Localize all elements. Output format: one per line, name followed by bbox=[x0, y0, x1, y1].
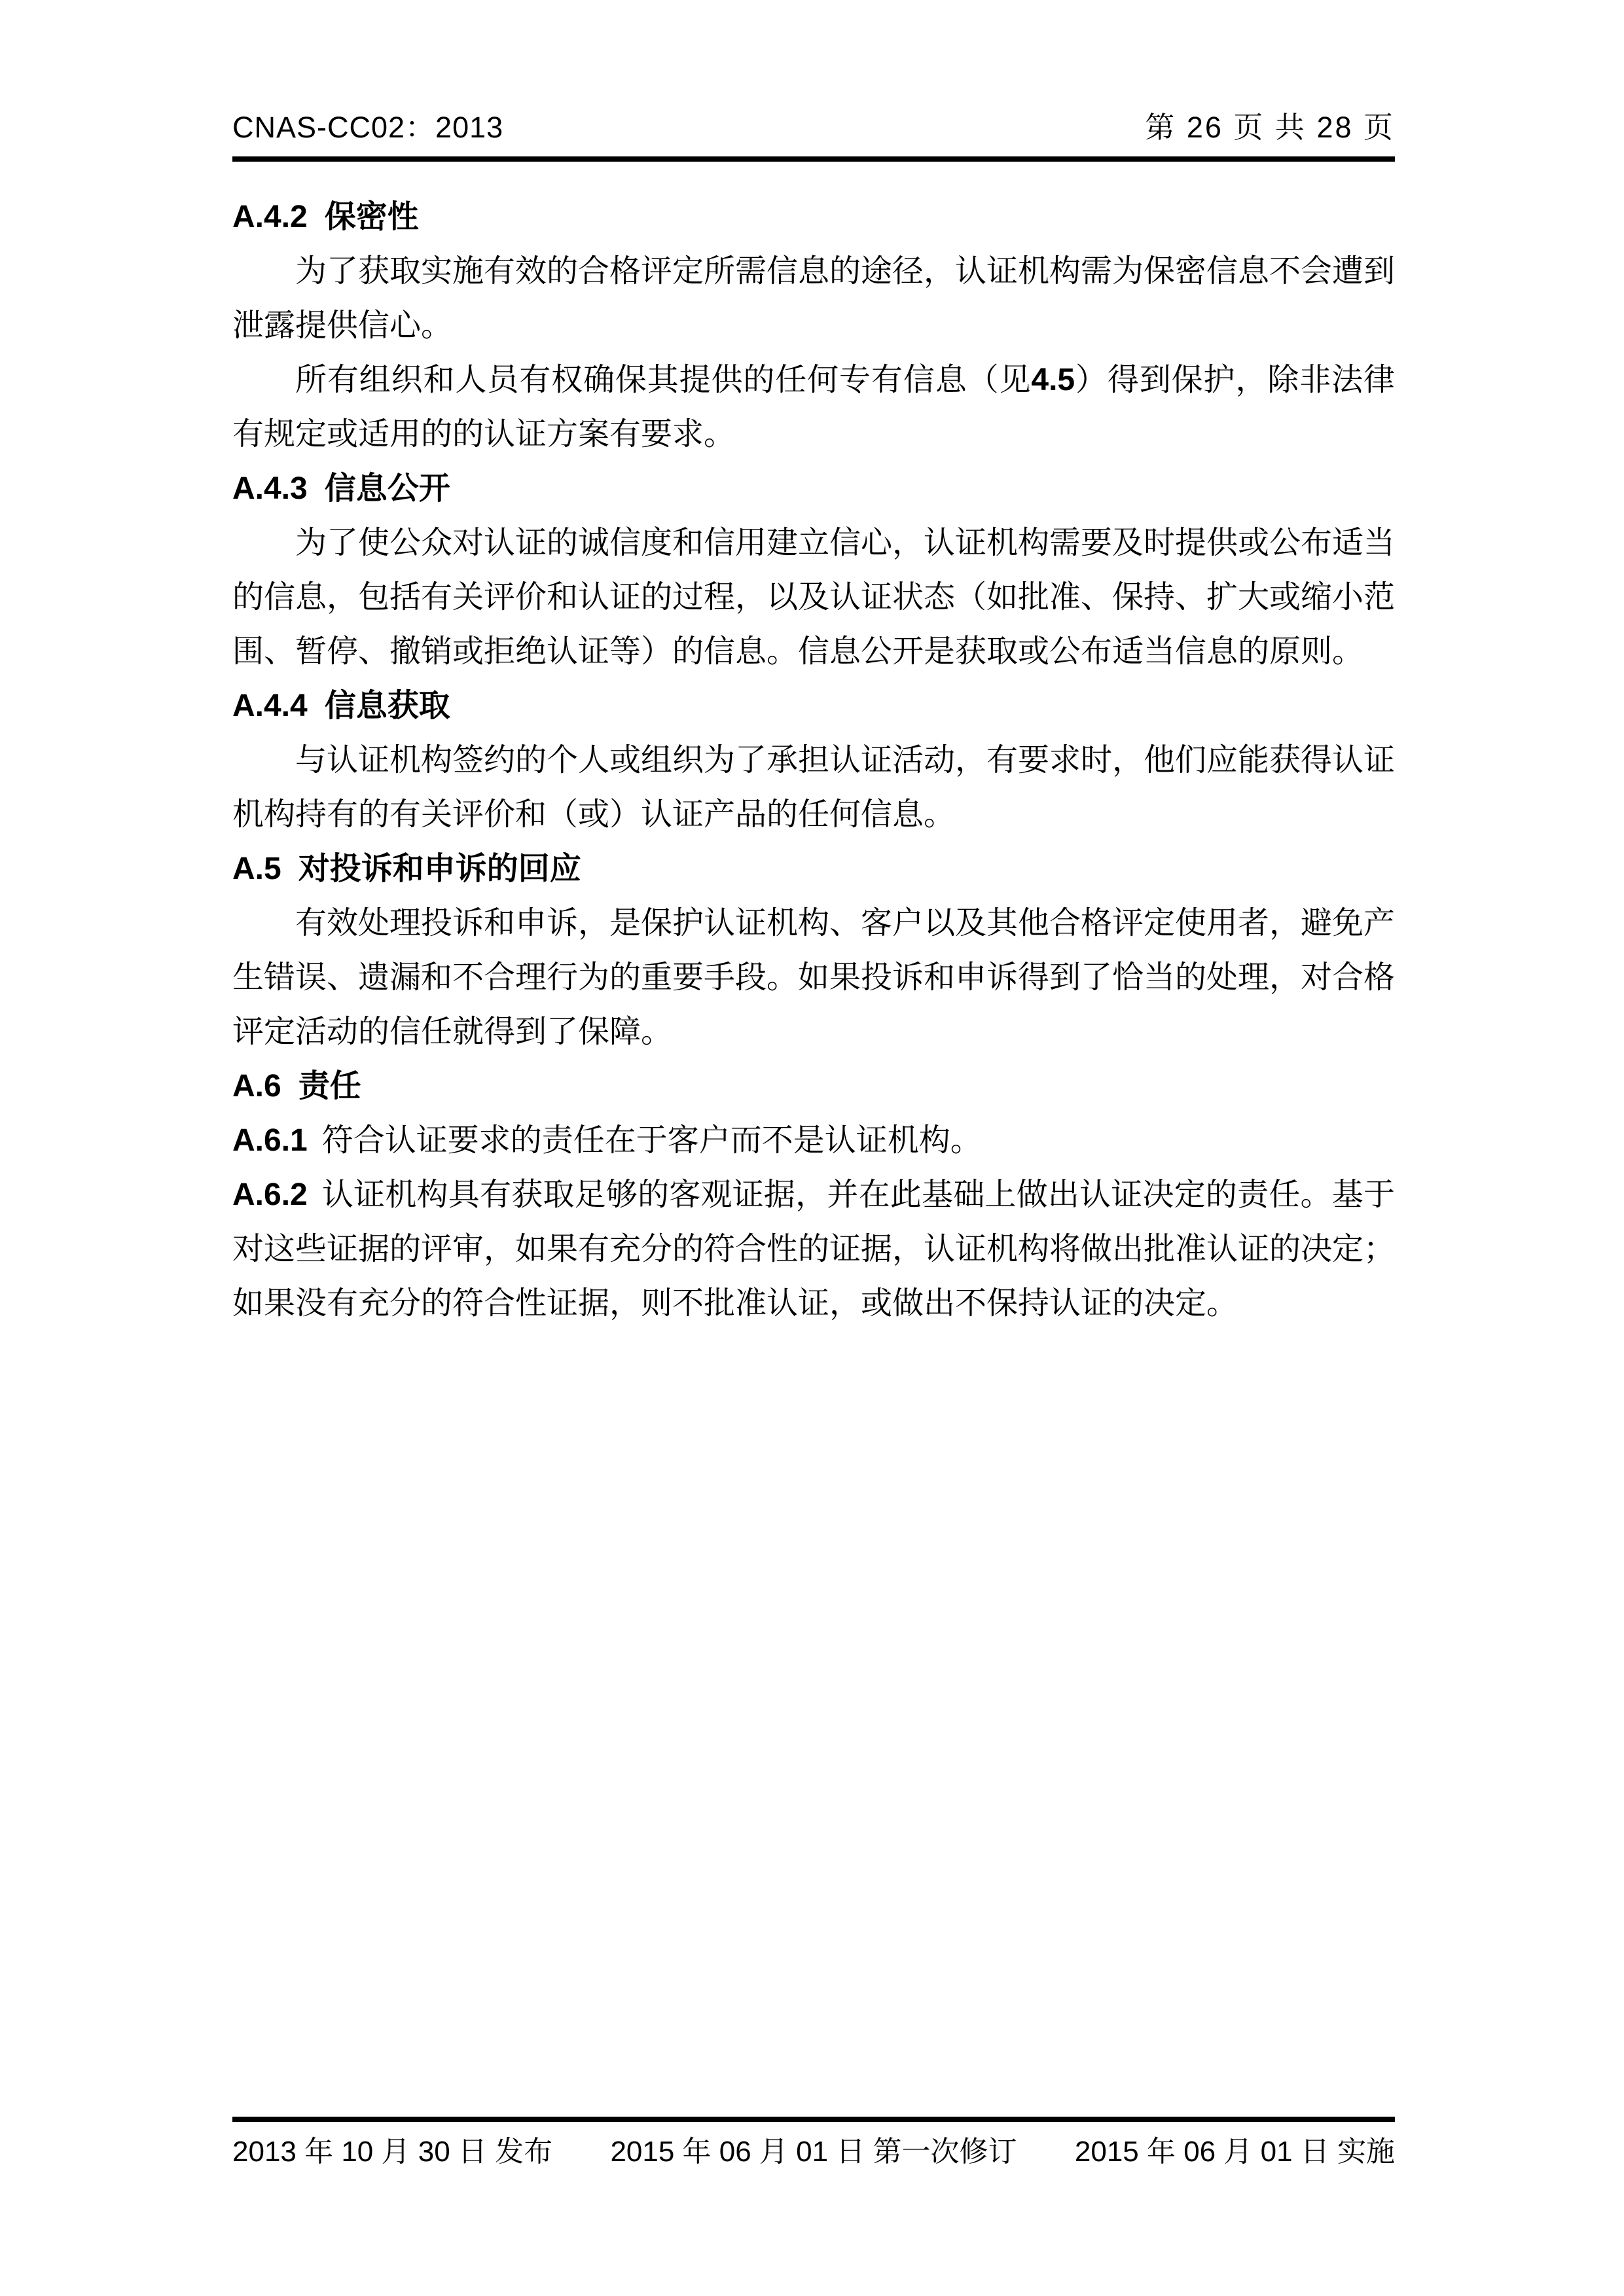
section-number: A.4.3 bbox=[232, 471, 308, 506]
section-title: 信息公开 bbox=[324, 471, 450, 506]
clause-text: 符合认证要求的责任在于客户而不是认证机构。 bbox=[321, 1123, 982, 1158]
section-heading-a4-4 bbox=[232, 679, 1395, 733]
footer-implementation-date: 2015 年 06 月 01 日 实施 bbox=[1074, 2136, 1395, 2168]
clause-reference: 4.5 bbox=[1031, 363, 1075, 397]
clause-a6-2 bbox=[232, 1168, 1395, 1331]
section-title: 保密性 bbox=[324, 200, 419, 234]
section-number: A.5 bbox=[232, 852, 281, 886]
section-title: 责任 bbox=[298, 1069, 361, 1103]
section-heading-a4-2 bbox=[232, 190, 1395, 244]
section-number: A.4.4 bbox=[232, 689, 308, 723]
document-code: CNAS-CC02：2013 bbox=[232, 111, 504, 144]
footer-issue-date: 2013 年 10 月 30 日 发布 bbox=[232, 2136, 553, 2168]
section-title: 信息获取 bbox=[324, 689, 450, 723]
document-body bbox=[232, 190, 1395, 1331]
page-footer bbox=[232, 2117, 1395, 2168]
section-heading-a5 bbox=[232, 842, 1395, 896]
paragraph-a4-3-1: 为了使公众对认证的诚信度和信用建立信心，认证机构需要及时提供或公布适当的信息，包括有关评价和认证的过程，以及认证状态（如批准、保持、扩大或缩小范围、暂停、撤销或拒绝认证等）的信息。信息公开是获取或公布适当信息的原则。 bbox=[232, 526, 1396, 669]
section-heading-a6 bbox=[232, 1059, 1395, 1113]
page-number-indicator: 第 26 页 共 28 页 bbox=[1145, 111, 1395, 144]
footer-revision-date: 2015 年 06 月 01 日 第一次修订 bbox=[610, 2136, 1017, 2168]
clause-text: 认证机构具有获取足够的客观证据，并在此基础上做出认证决定的责任。基于对这些证据的评审，如果有充分的符合性的证据，认证机构将做出批准认证的决定；如果没有充分的符合性证据，则不批准认证，或做出不保持认证的决定。 bbox=[232, 1177, 1396, 1321]
section-title: 对投诉和申诉的回应 bbox=[298, 852, 581, 886]
section-number: A.4.2 bbox=[232, 200, 308, 234]
paragraph-a4-2-2 bbox=[232, 353, 1395, 461]
section-number: A.6 bbox=[232, 1069, 281, 1103]
clause-number: A.6.1 bbox=[232, 1123, 308, 1158]
paragraph-a4-4-1: 与认证机构签约的个人或组织为了承担认证活动，有要求时，他们应能获得认证机构持有的有关评价和（或）认证产品的任何信息。 bbox=[232, 743, 1396, 832]
paragraph-text: ）得到保护，除非法律有规定或适用的的认证方案有要求。 bbox=[232, 363, 1395, 452]
page-header bbox=[232, 103, 1395, 162]
clause-number: A.6.2 bbox=[232, 1177, 308, 1212]
section-heading-a4-3 bbox=[232, 461, 1395, 516]
paragraph-a5-1: 有效处理投诉和申诉，是保护认证机构、客户以及其他合格评定使用者，避免产生错误、遗漏和不合理行为的重要手段。如果投诉和申诉得到了恰当的处理，对合格评定活动的信任就得到了保障。 bbox=[232, 906, 1396, 1049]
clause-a6-1 bbox=[232, 1113, 1395, 1168]
paragraph-text: 所有组织和人员有权确保其提供的任何专有信息（见 bbox=[295, 363, 1032, 397]
paragraph-a4-2-1: 为了获取实施有效的合格评定所需信息的途径，认证机构需为保密信息不会遭到泄露提供信心。 bbox=[232, 254, 1396, 343]
